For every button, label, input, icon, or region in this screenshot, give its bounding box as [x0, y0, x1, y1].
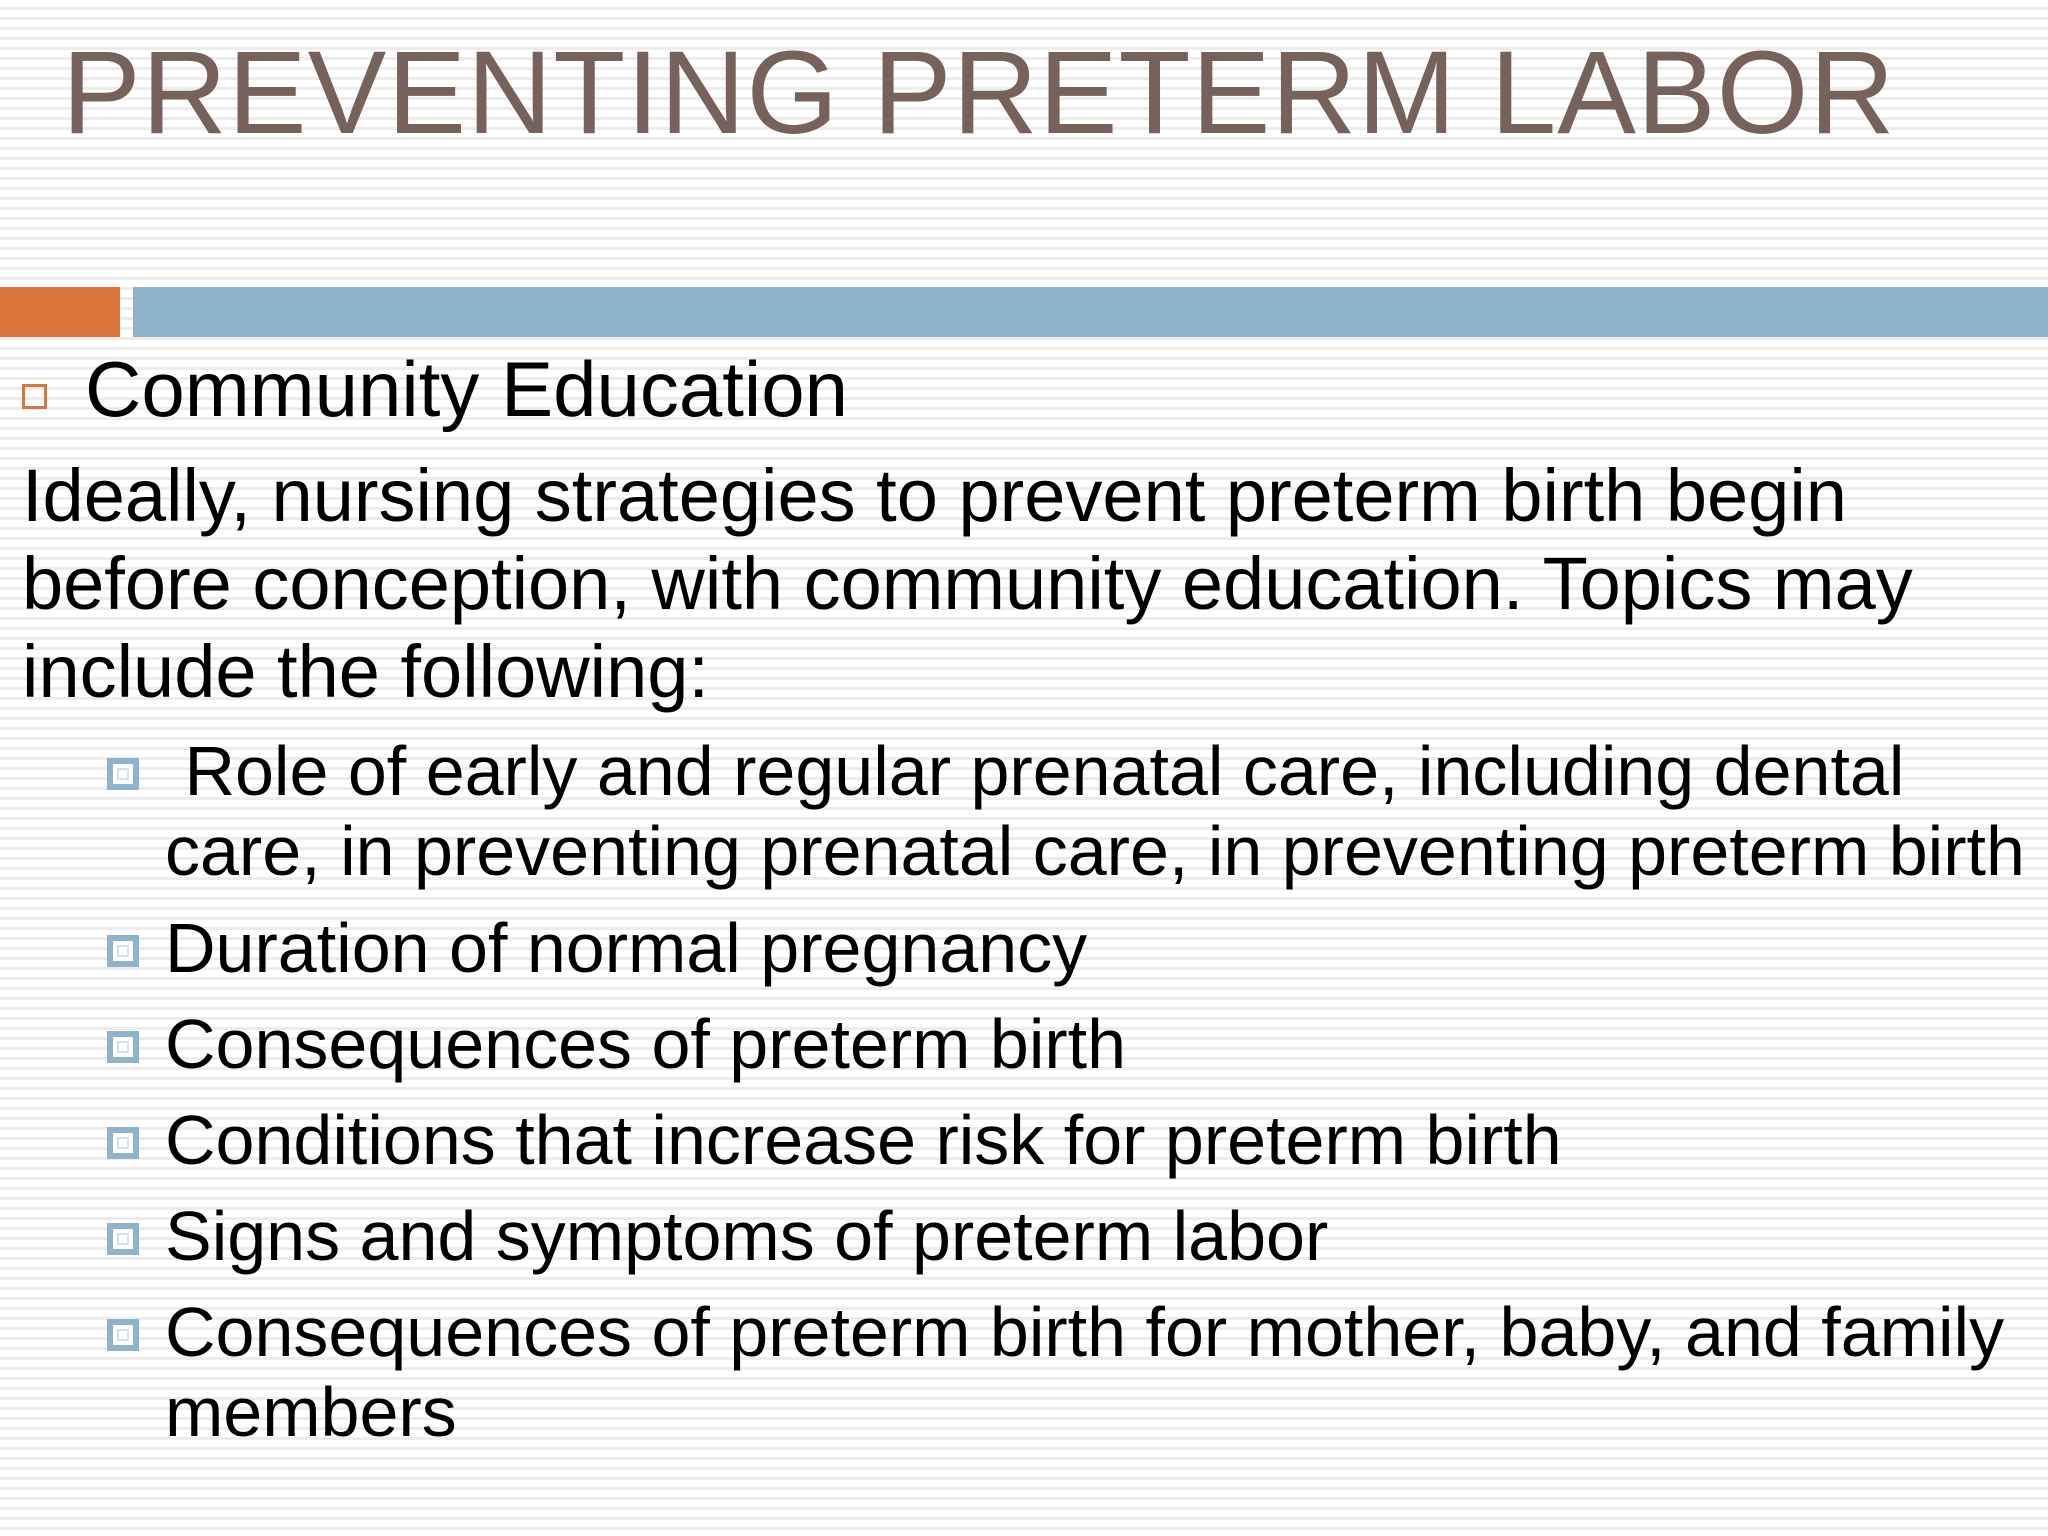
topic-item — [105, 1100, 2035, 1180]
intro-paragraph: Ideally, nursing strategies to prevent preterm birth begin before conception, with community education. Topics may include the following: — [22, 454, 1913, 713]
square-bullet-icon — [107, 1223, 139, 1255]
topic-item — [105, 1004, 2035, 1084]
topic-list — [105, 731, 2035, 1468]
topic-text: Conditions that increase risk for preterm birth — [165, 1101, 1562, 1179]
topic-item — [105, 731, 2035, 891]
square-bullet-icon — [107, 935, 139, 967]
topic-text: Consequences of preterm birth for mother, baby, and family members — [165, 1293, 2005, 1451]
topic-text: Signs and symptoms of preterm labor — [165, 1197, 1329, 1275]
slide-title: PREVENTING PRETERM LABOR — [62, 27, 1896, 159]
topic-text: Duration of normal pregnancy — [165, 909, 1088, 987]
section-heading-text: Community Education — [85, 345, 849, 433]
topic-text: Consequences of preterm birth — [165, 1005, 1127, 1083]
topic-item — [105, 1196, 2035, 1276]
topic-item — [105, 1292, 2035, 1452]
topic-text: Role of early and regular prenatal care, including dental care, in preventing prenatal care, in preventing preterm birth — [165, 732, 2025, 890]
section-heading — [22, 344, 848, 434]
square-bullet-icon — [107, 758, 139, 790]
accent-bar-orange — [0, 287, 120, 337]
square-bullet-icon — [107, 1127, 139, 1159]
topic-item — [105, 908, 2035, 988]
hollow-square-bullet-icon — [22, 384, 47, 409]
accent-bar-blue — [133, 287, 2048, 337]
square-bullet-icon — [107, 1319, 139, 1351]
square-bullet-icon — [107, 1031, 139, 1063]
